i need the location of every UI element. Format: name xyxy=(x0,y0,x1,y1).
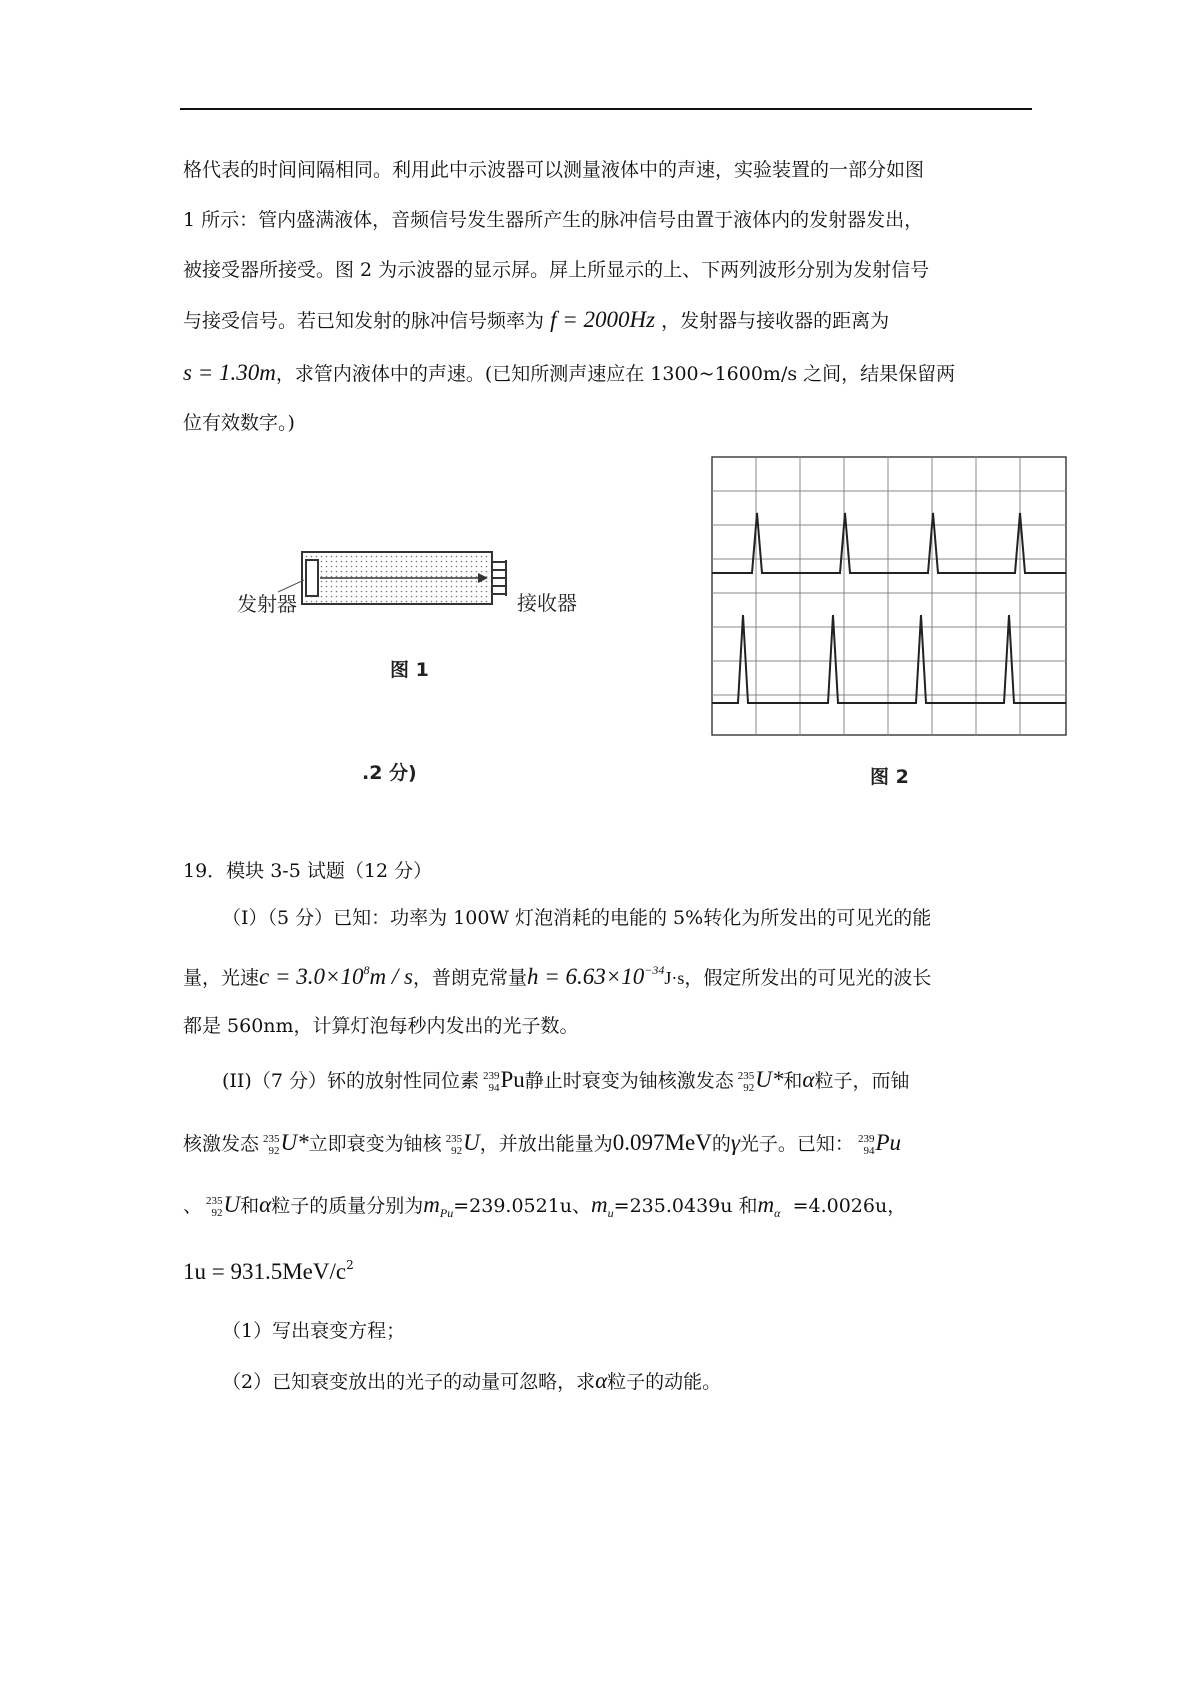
planck-constant-formula: $h = 6.63\times 10^{-34}J\cdot s$ xyxy=(526,963,685,989)
q19-header: 19．模块 3-5 试题（12 分） xyxy=(183,860,433,882)
header-rule xyxy=(180,108,1032,110)
u-isotope-1: 235 92 xyxy=(445,1133,463,1157)
frequency-formula: f = 2000Hz xyxy=(550,307,656,332)
para-line-2: 1 所示：管内盛满液体，音频信号发生器所产生的脉冲信号由置于液体内的发射器发出， xyxy=(183,209,924,231)
q19-sub-question-1: （1）写出衰变方程； xyxy=(222,1320,406,1342)
q19-part2-line3: 、 235 92 U和α粒子的质量分别为$m_{Pu}=239.0521u$、$m_u=235.0439u$ 和$m_\alpha =4.0026u$， xyxy=(183,1192,907,1220)
figure-2-caption: 图 2 xyxy=(870,766,909,788)
para-line-6: 位有效数字。) xyxy=(183,412,295,434)
q19-sub-question-2: （2）已知衰变放出的光子的动量可忽略，求α粒子的动能。 xyxy=(222,1368,722,1393)
q19-part2-line1: (II)（7 分）钚的放射性同位素 239 94 Pu静止时衰变为铀核激发态 235 92 U*和α粒子，而铀 xyxy=(222,1067,910,1094)
q19-part1-line3: 都是 560nm，计算灯泡每秒内发出的光子数。 xyxy=(183,1015,579,1037)
mass-u: $m_u$ xyxy=(591,1192,614,1220)
mass-pu: $m_{Pu}$ xyxy=(423,1192,454,1220)
light-speed-formula: $c = 3.0\times 10^8m / s$ xyxy=(259,963,413,989)
oscilloscope-screen xyxy=(710,455,1070,740)
para-line-5: s = 1.30m，求管内液体中的声速。(已知所测声速应在 1300~1600m/s 之间，结果保留两 xyxy=(183,360,956,385)
figure-1-caption: 图 1 xyxy=(390,659,429,681)
mass-alpha: $m_\alpha$ xyxy=(757,1192,781,1220)
distance-formula: s = 1.30m xyxy=(183,360,276,385)
para-line-3: 被接受器所接受。图 2 为示波器的显示屏。屏上所显示的上、下两列波形分别为发射信号 xyxy=(183,259,930,281)
pu-isotope: 239 94 xyxy=(482,1070,500,1094)
u-excited-isotope-1: 235 92 xyxy=(737,1070,755,1094)
u-excited-isotope-2: 235 92 xyxy=(263,1133,280,1157)
emitter-label: 发射器 xyxy=(237,592,297,616)
q19-unit-conversion: $1u = 931.5MeV/c^2$ xyxy=(183,1258,354,1284)
para-line-4: 与接受信号。若已知发射的脉冲信号频率为 f = 2000Hz ，发射器与接收器的距离为 xyxy=(183,307,890,332)
pu-isotope-2: 239 94 xyxy=(857,1133,875,1157)
figure-2-oscilloscope xyxy=(710,455,1070,740)
para-line-1: 格代表的时间间隔相同。利用此中示波器可以测量液体中的声速，实验装置的一部分如图 xyxy=(183,159,925,181)
q19-part2-line2: 核激发态 235 92 U*立即衰变为铀核 235 92 U，并放出能量为0.097MeV的γ光子。已知： 239 94 Pu xyxy=(183,1130,901,1157)
q19-part1-line1: （I）（5 分）已知：功率为 100W 灯泡消耗的电能的 5%转化为所发出的可见光的能 xyxy=(222,907,932,929)
u-isotope-2: 235 92 xyxy=(206,1195,223,1219)
receiver-label: 接收器 xyxy=(517,591,577,615)
score-note: .2 分) xyxy=(362,762,417,784)
q19-part1-line2: 量，光速$c = 3.0\times 10^8m / s$，普朗克常量$h = 6.63\times 10^{-34}J\cdot s$，假定所发出的可见光的波长 xyxy=(183,963,932,989)
